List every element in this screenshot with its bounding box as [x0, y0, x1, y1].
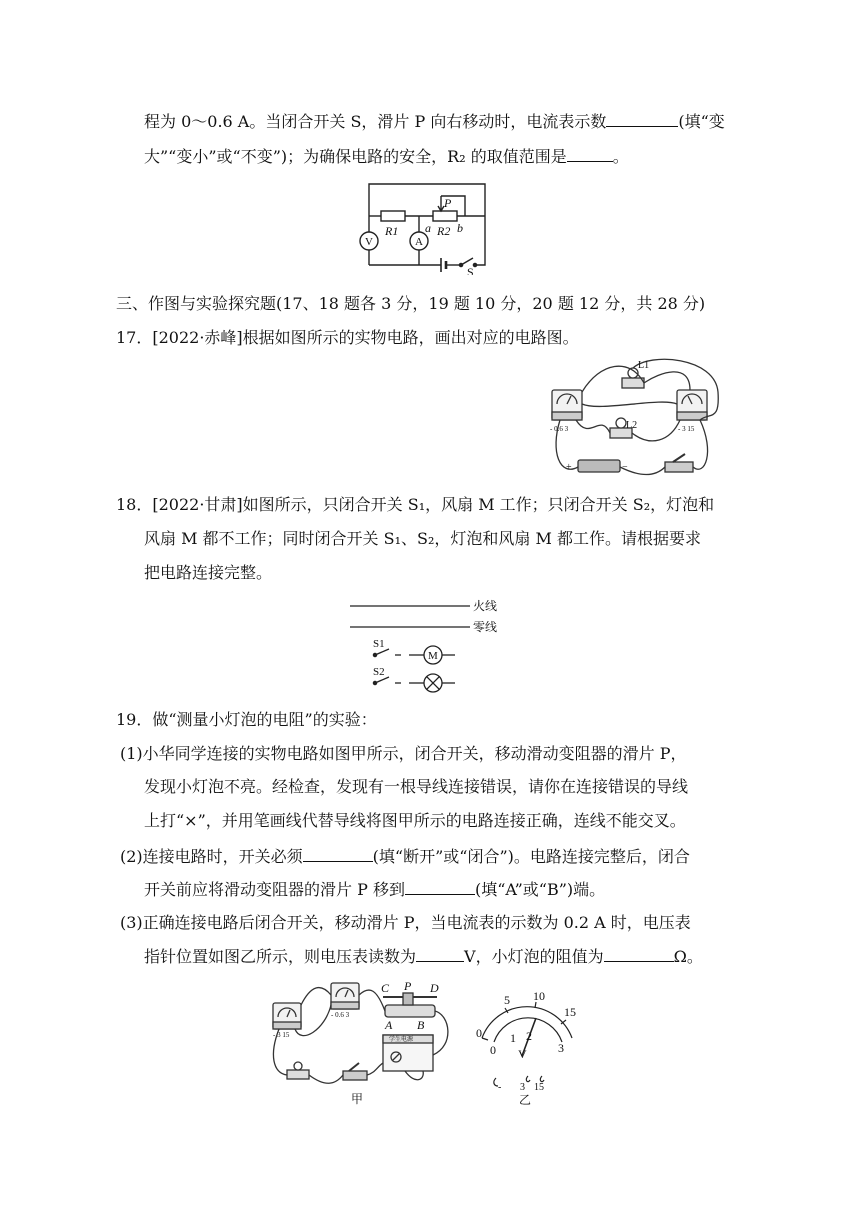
dial-inner-3: 3: [558, 1041, 564, 1055]
blank[interactable]: [567, 145, 613, 162]
figure-yi-caption: 乙: [519, 1093, 532, 1107]
switch-s1-label: S1: [373, 638, 385, 650]
battery-minus-label: −: [622, 462, 628, 473]
q19-title: 19．做“测量小灯泡的电阻”的实验：: [116, 710, 377, 729]
battery-plus-label: +: [566, 462, 572, 473]
section-3-heading: 三、作图与实验探究题(17、18 题各 3 分，19 题 10 分，20 题 12 分，共 28 分): [116, 294, 706, 313]
rheostat-p-label: P: [404, 979, 412, 993]
q16-line-1: 程为 0～0.6 A。当闭合开关 S，滑片 P 向右移动时，电流表示数 (填“变: [144, 112, 725, 131]
blank[interactable]: [416, 945, 464, 962]
terminal-15: 15: [534, 1082, 544, 1093]
r1-label: R1: [385, 224, 399, 238]
q18-line-2: 风扇 M 都不工作；同时闭合开关 S₁、S₂，灯泡和风扇 M 都工作。请根据要求: [144, 529, 701, 548]
terminal-3: 3: [520, 1082, 525, 1093]
q16-line-2: 大”“变小”或“不变”)；为确保电路的安全，R₂ 的取值范围是 。: [144, 147, 629, 166]
ammeter-scale-label: - 0.6 3: [331, 1011, 350, 1019]
terminal-minus: -: [498, 1082, 502, 1093]
neutral-wire-label: 零线: [473, 620, 498, 634]
voltmeter-scale-label: - 3 15: [678, 425, 695, 433]
q19-p2-line-2: 开关前应将滑动变阻器的滑片 P 移到 (填“A”或“B”)端。: [144, 880, 606, 899]
figure-jia-caption: 甲: [351, 1092, 364, 1106]
blank[interactable]: [606, 110, 678, 127]
terminal-b-label: b: [457, 221, 463, 235]
dial-outer-15: 15: [564, 1005, 576, 1019]
dial-inner-1: 1: [510, 1031, 516, 1045]
q19-p1-line-2: 发现小灯泡不亮。经检查，发现有一根导线连接错误，请你在连接错误的导线: [144, 777, 689, 796]
dial-unit-v: V: [518, 1047, 527, 1061]
dial-outer-5: 5: [504, 993, 510, 1007]
q16-circuit-figure: [355, 180, 495, 275]
terminal-a-label: a: [425, 221, 431, 235]
q19-p1-line-1: (1)小华同学连接的实物电路如图甲所示，闭合开关，移动滑动变阻器的滑片 P，: [120, 744, 687, 763]
q18-line-3: 把电路连接完整。: [144, 563, 273, 582]
power-supply-label: 学生电源: [389, 1037, 414, 1043]
dial-inner-2: 2: [526, 1029, 532, 1043]
dial-inner-0: 0: [490, 1043, 496, 1057]
switch-s-label: S: [467, 265, 474, 275]
switch-s2-label: S2: [373, 666, 385, 678]
q18-line-1: 18．[2022·甘肃]如图所示，只闭合开关 S₁，风扇 M 工作；只闭合开关 S₂，灯泡和: [116, 495, 715, 514]
r2-label: R2: [437, 224, 451, 238]
ammeter-scale-label: - 0.6 3: [550, 425, 569, 433]
lamp-l1-label: L1: [638, 360, 650, 371]
fan-m-label: M: [428, 650, 438, 662]
blank[interactable]: [303, 845, 373, 862]
live-wire-label: 火线: [473, 599, 498, 613]
voltmeter-scale-label: - 3 15: [273, 1031, 290, 1039]
blank[interactable]: [604, 945, 674, 962]
q19-p1-line-3: 上打“×”，并用笔画线代替导线将图甲所示的电路连接正确，连线不能交叉。: [144, 811, 686, 830]
q17-text: 17．[2022·赤峰]根据如图所示的实物电路，画出对应的电路图。: [116, 328, 579, 347]
q17-physical-circuit: [540, 352, 720, 487]
rheostat-d-label: D: [430, 981, 439, 995]
q19-p3-line-2: 指针位置如图乙所示，则电压表读数为 V，小灯泡的阻值为 Ω。: [144, 947, 703, 966]
q19-figure-yi-voltmeter-dial: [470, 990, 580, 1110]
slider-p-label: P: [444, 196, 452, 210]
dial-outer-0: 0: [476, 1026, 482, 1040]
q19-figure-jia: [265, 975, 460, 1110]
q19-p2-line-1: (2)连接电路时，开关必须 (填“断开”或“闭合”)。电路连接完整后，闭合: [120, 847, 690, 866]
dial-outer-10: 10: [533, 990, 545, 1003]
ammeter-label: A: [415, 236, 423, 248]
rheostat-b-label: B: [417, 1018, 425, 1032]
blank[interactable]: [405, 878, 475, 895]
q19-p3-line-1: (3)正确连接电路后闭合开关，移动滑片 P，当电流表的示数为 0.2 A 时，电压表: [120, 913, 691, 932]
rheostat-c-label: C: [381, 981, 390, 995]
lamp-l2-label: L2: [626, 420, 638, 431]
q18-circuit-figure: [345, 595, 505, 695]
rheostat-a-label: A: [385, 1018, 393, 1032]
voltmeter-label: V: [365, 236, 373, 248]
